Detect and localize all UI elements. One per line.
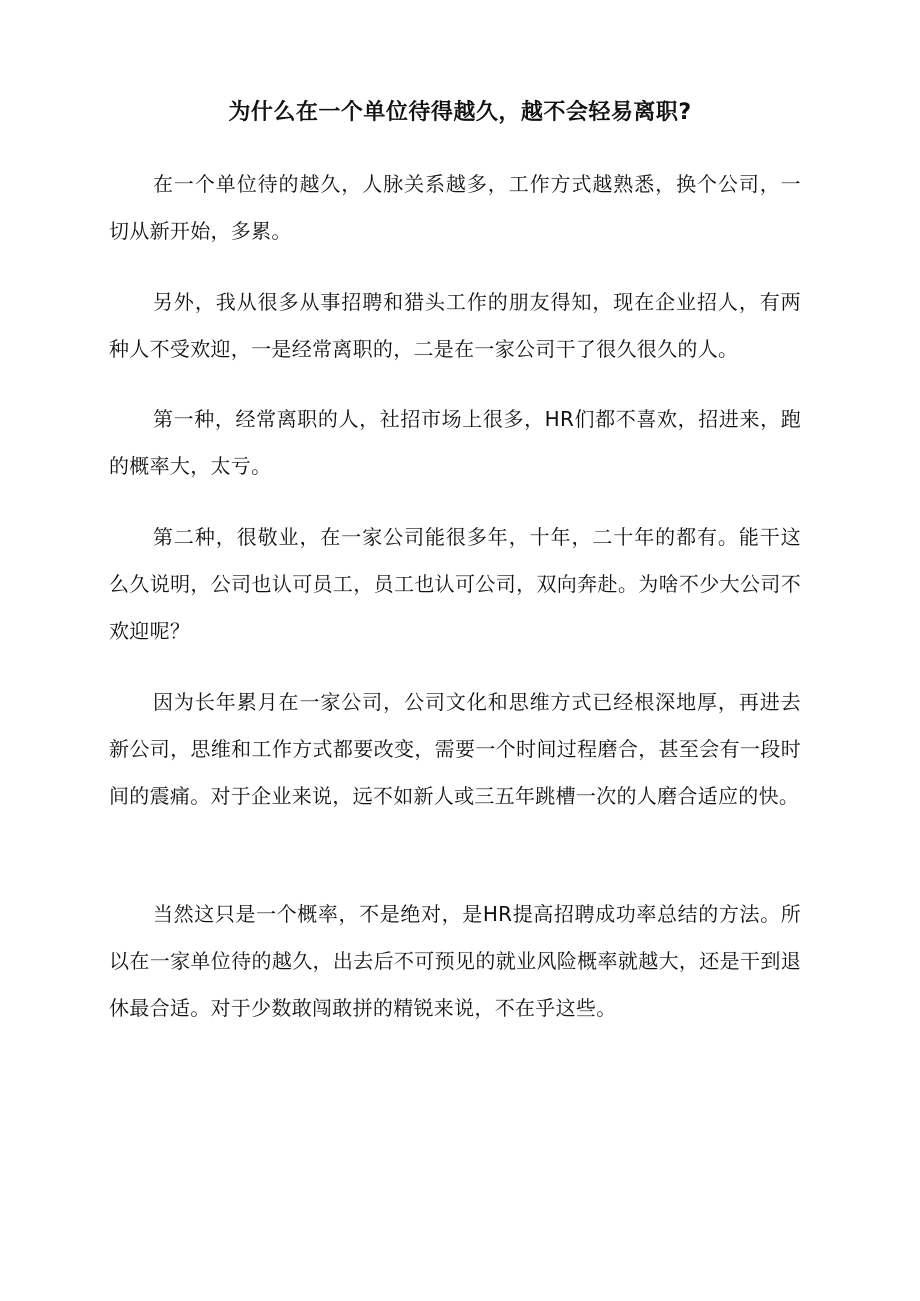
paragraph-4: 第二种，很敬业，在一家公司能很多年，十年，二十年的都有。能干这么久说明，公司也认可员工，员工也认可公司，双向奔赴。为啥不少大公司不欢迎呢？ — [109, 525, 801, 643]
paragraph-5: 因为长年累月在一家公司，公司文化和思维方式已经根深地厚，再进去新公司，思维和工作方式都要改变，需要一个时间过程磨合，甚至会有一段时间的震痛。对于企业来说，远不如新人或三五年跳槽一次的人磨合适应的快。 — [109, 690, 801, 808]
paragraph-6: 当然这只是一个概率，不是绝对，是HR提高招聘成功率总结的方法。所以在一家单位待的越久，出去后不可预见的就业风险概率就越大，还是干到退休最合适。对于少数敢闯敢拼的精锐来说，不在乎这些。 — [109, 902, 801, 1020]
paragraph-2: 另外，我从很多从事招聘和猎头工作的朋友得知，现在企业招人，有两种人不受欢迎，一是经常离职的，二是在一家公司干了很久很久的人。 — [109, 290, 801, 361]
paragraph-1: 在一个单位待的越久，人脉关系越多，工作方式越熟悉，换个公司，一切从新开始，多累。 — [109, 172, 801, 243]
paragraph-3: 第一种，经常离职的人，社招市场上很多，HR们都不喜欢，招进来，跑的概率大，太亏。 — [109, 407, 801, 478]
document-title: 为什么在一个单位待得越久，越不会轻易离职? — [228, 100, 692, 125]
